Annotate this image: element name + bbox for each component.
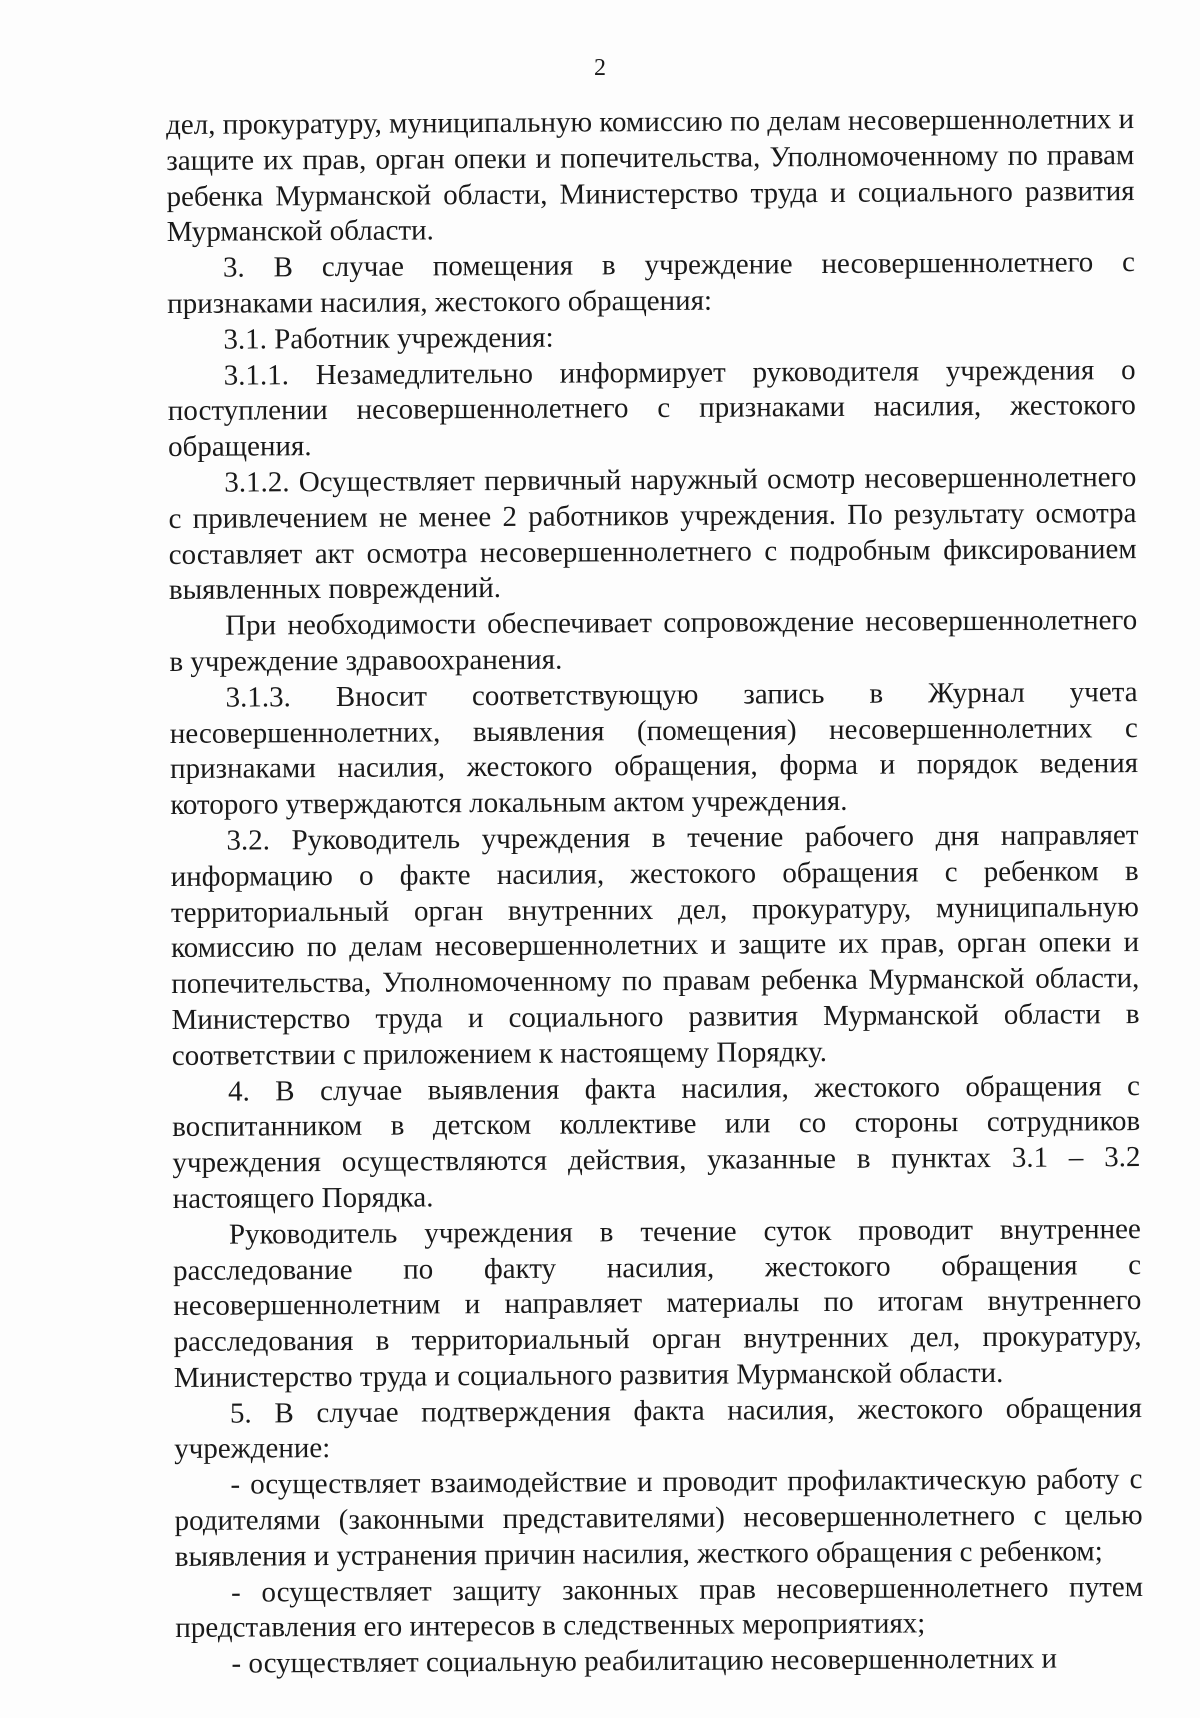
document-body	[166, 102, 1144, 1683]
paragraph-section-3-1: 3.1. Работник учреждения:	[223, 321, 554, 356]
paragraph-section-3-1-1: 3.1.1. Незамедлительно информирует руководителя учреждения о поступлении несовершеннолетнего с признаками насилия, жестокого обращения.	[167, 353, 1136, 464]
list-item-rehabilitation: - осуществляет социальную реабилитацию несовершеннолетних и	[231, 1642, 1058, 1680]
paragraph-section-3-2: 3.2. Руководитель учреждения в течение рабочего дня направляет информацию о факте насилия, жестокого обращения с ребенком в территориальный орган внутренних дел, прокуратуру, муниципальную комиссию по делам несовершеннолетних и защите их прав, орган опеки и попечительства, Уполномоченному по правам ребенка Мурманской области, Министерство труда и социального развития Мурманской области в соответствии с приложением к настоящему Порядку.	[170, 819, 1140, 1072]
paragraph-section-5: 5. В случае подтверждения факта насилия, жестокого обращения учреждение:	[174, 1391, 1143, 1466]
paragraph-section-3: 3. В случае помещения в учреждение несовершеннолетнего с признаками насилия, жестокого обращения:	[167, 246, 1136, 320]
paragraph-section-4: 4. В случае выявления факта насилия, жестокого обращения с воспитанником в детском коллективе или со стороны сотрудников учреждения осуществляются действия, указанные в пунктах 3.1 – 3.2 настоящего Порядка.	[172, 1069, 1141, 1215]
paragraph-continuation: дел, прокуратуру, муниципальную комиссию по делам несовершеннолетних и защите их прав, орган опеки и попечительства, Уполномоченному по правам ребенка Мурманской области, Министерство труда и социального развития Мурманской области.	[166, 103, 1135, 249]
paragraph-internal-investigation: Руководитель учреждения в течение суток проводит внутреннее расследование по факту насилия, жестокого обращения с несовершеннолетним и направляет материалы по итогам внутреннего расследования в территориальный орган внутренних дел, прокуратуру, Министерство труда и социального развития Мурманской области.	[173, 1212, 1142, 1394]
list-item-interaction: - осуществляет взаимодействие и проводит профилактическую работу с родителями (законными представителями) несовершеннолетнего с целью выявления и устранения причин насилия, жесткого обращения с ребенком;	[174, 1463, 1143, 1573]
list-item-legal-protection: - осуществляет защиту законных прав несовершеннолетнего путем представления его интересов в следственных мероприятиях;	[175, 1570, 1144, 1645]
page-number: 2	[594, 55, 606, 81]
paragraph-section-3-1-2: 3.1.2. Осуществляет первичный наружный осмотр несовершеннолетнего с привлечением не менее 2 работников учреждения. По результату осмотра составляет акт осмотра несовершеннолетнего с подробным фиксированием выявленных повреждений.	[168, 461, 1137, 607]
paragraph-section-3-1-3: 3.1.3. Вносит соответствующую запись в Журнал учета несовершеннолетних, выявления (помещения) несовершеннолетних с признаками насилия, жестокого обращения, форма и порядок ведения которого утверждаются локальным актом учреждения.	[169, 675, 1139, 822]
paragraph-escort-note: При необходимости обеспечивает сопровождение несовершеннолетнего в учреждение здравоохранения.	[169, 604, 1138, 678]
